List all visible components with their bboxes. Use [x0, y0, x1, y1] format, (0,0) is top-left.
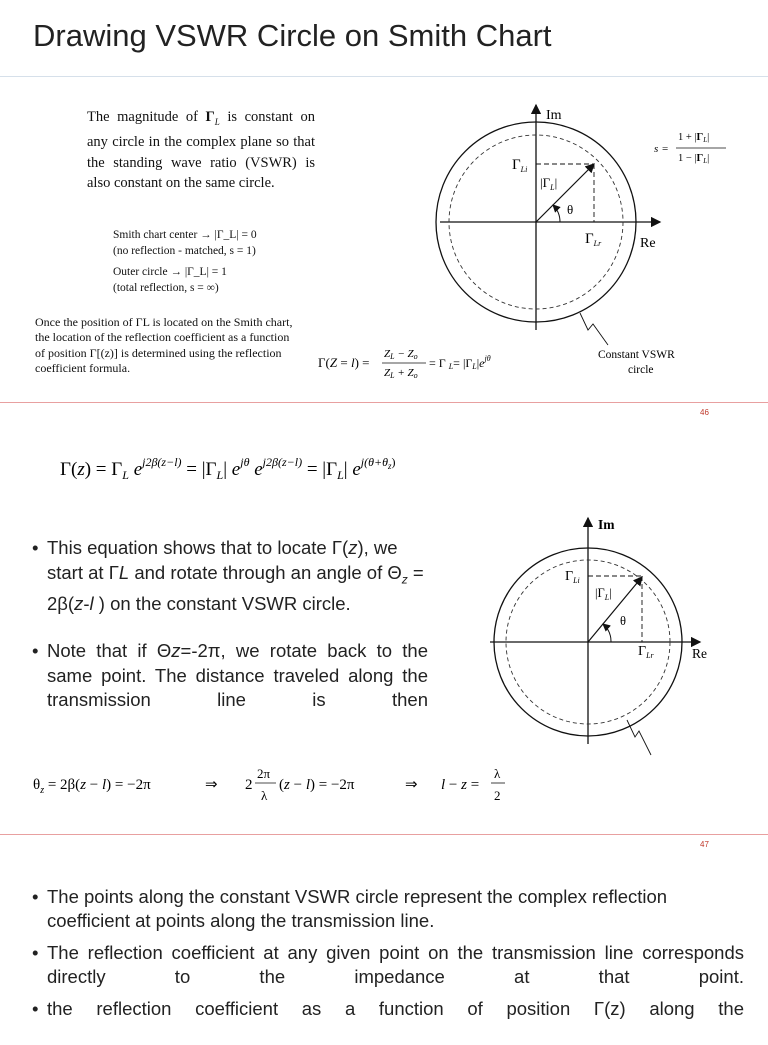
bullet-dot: • [32, 942, 39, 963]
svg-text:= Γ L= |ΓL|ejθ: = Γ $L= |\Gamma L|e^{j\theta}$ [429, 354, 491, 371]
bullet-dot: • [32, 640, 39, 661]
bullet-dot: • [32, 886, 39, 907]
top-formula-render [60, 447, 500, 487]
svg-text:⇒: ⇒ [405, 777, 418, 793]
constant-vswr-label-2: circle [628, 364, 654, 376]
center-note [113, 227, 257, 259]
svg-text:2: 2 [245, 777, 253, 793]
outer-note-line1: Outer circle → |Γ_L| = 1 [113, 266, 227, 278]
im-label: Im [598, 517, 615, 532]
page-title: Drawing VSWR Circle on Smith Chart [33, 18, 552, 53]
once-paragraph: Once the position of ΓL is located on the Smith chart, the location of the reflection coefficient as a function of position Γ[(z)] is determined using the reflection coefficient formula. [35, 315, 293, 375]
center-note-line2: (no reflection - matched, s = 1) [113, 245, 256, 257]
slide-divider-47 [0, 834, 768, 835]
slide-divider-46 [0, 402, 768, 403]
bottom-formula [33, 758, 513, 815]
outer-note-line2: (total reflection, s = ∞) [113, 282, 219, 294]
bullet-48-3-text: the reflection coefficient as a function of position Γ(z) along the [47, 998, 744, 1019]
bullet-47-1-text: This equation shows that to locate Γ(z), we start at ΓL and rotate through an angle of $\Theta_z = 2\beta(z-l$ ) on the constant VSWR circle. [47, 537, 424, 614]
gamma-li-label: $\Gamma_{Li}$ [512, 157, 528, 174]
vswr-pointer [580, 313, 608, 345]
svg-text:2π: 2π [257, 766, 271, 781]
svg-text:Γ(Z = l) =: Γ(Z = l) = [318, 355, 370, 370]
page-number-46: 46 [700, 408, 709, 417]
re-label: Re [692, 646, 707, 661]
svg-text:(z − l) = −2π: (z − l) = −2π [279, 777, 355, 793]
top-formula [60, 447, 500, 492]
svg-text:1 − |ΓL|: 1 − |ΓL| [678, 153, 710, 165]
bullet-dot: • [32, 998, 39, 1019]
svg-text:⇒: ⇒ [205, 777, 218, 793]
theta-arc [553, 205, 560, 222]
svg-text:l − z =: l − z = [441, 777, 480, 793]
svg-text:2: 2 [494, 788, 501, 803]
gamma-li-label: $\Gamma_{Li}$ [565, 569, 580, 585]
bottom-formula-render [33, 758, 513, 810]
theta-label: θ [620, 614, 626, 628]
bullet-47-2-text: Note that if Θz=-2π, we rotate back to the same point. The distance traveled along the transmission line is then [47, 640, 428, 710]
bullet-48-1-text: The points along the constant VSWR circle represent the complex reflection coefficient at points along the transmission line. [47, 886, 668, 931]
gamma-lr-label: $\Gamma_{Lr}$ [585, 231, 602, 248]
svg-text:ZL − Zo: ZL − Zo [384, 348, 418, 361]
center-note-line1: Smith chart center → |Γ_L| = 0 [113, 229, 257, 241]
page-number-47: 47 [700, 840, 709, 849]
svg-text:θz = 2β(z − l) = −2π: $\theta_z = 2\beta(z - l) = -2\pi$ [33, 777, 151, 796]
svg-text:=: = [662, 143, 669, 155]
svg-text:λ: λ [494, 766, 501, 781]
title-divider [0, 76, 768, 77]
svg-text:s: s [654, 143, 659, 155]
bullet-48-2-text: The reflection coefficient at any given point on the transmission line corresponds directly to the impedance at that point. [47, 942, 744, 987]
svg-text:1 + |ΓL|: 1 + |ΓL| [678, 132, 710, 144]
abs-gamma-label: $|\Gamma_L|$ [540, 175, 558, 192]
gamma-vector [536, 164, 594, 222]
svg-text:ZL + Zo: ZL + Zo [384, 367, 418, 380]
intro-paragraph: The magnitude of $\Gamma_L$ is constant on any circle in the complex plane so that the standing wave ratio (VSWR) is also constant on the same circle. [87, 109, 315, 192]
im-label: Im [546, 108, 562, 123]
smith-diagram-47 [455, 512, 725, 762]
abs-gamma-label: $|\Gamma_L|$ [595, 586, 612, 602]
theta-arc [603, 624, 611, 642]
gamma-lr-label: $\Gamma_{Lr}$ [638, 644, 654, 660]
constant-vswr-label: Constant VSWR [598, 349, 675, 361]
theta-label: θ [567, 202, 574, 217]
smith-diagram-46 [400, 95, 700, 395]
svg-text:λ: λ [261, 788, 268, 803]
re-label: Re [640, 236, 656, 251]
outer-note [113, 264, 227, 296]
bullet-dot: • [32, 537, 39, 558]
svg-text:Γ(z) = ΓL ej2β(z−l) = |ΓL| ejθ: $\Gamma(z) = \Gamma_L$ $e^{j2\beta(z-l)} = |\Gamma_L|$ $e^{j\theta}$ $e^{j2\beta(z-l)} = |\Gamma_L|$ $e^{j(\theta+\theta}z$) [60, 455, 396, 482]
